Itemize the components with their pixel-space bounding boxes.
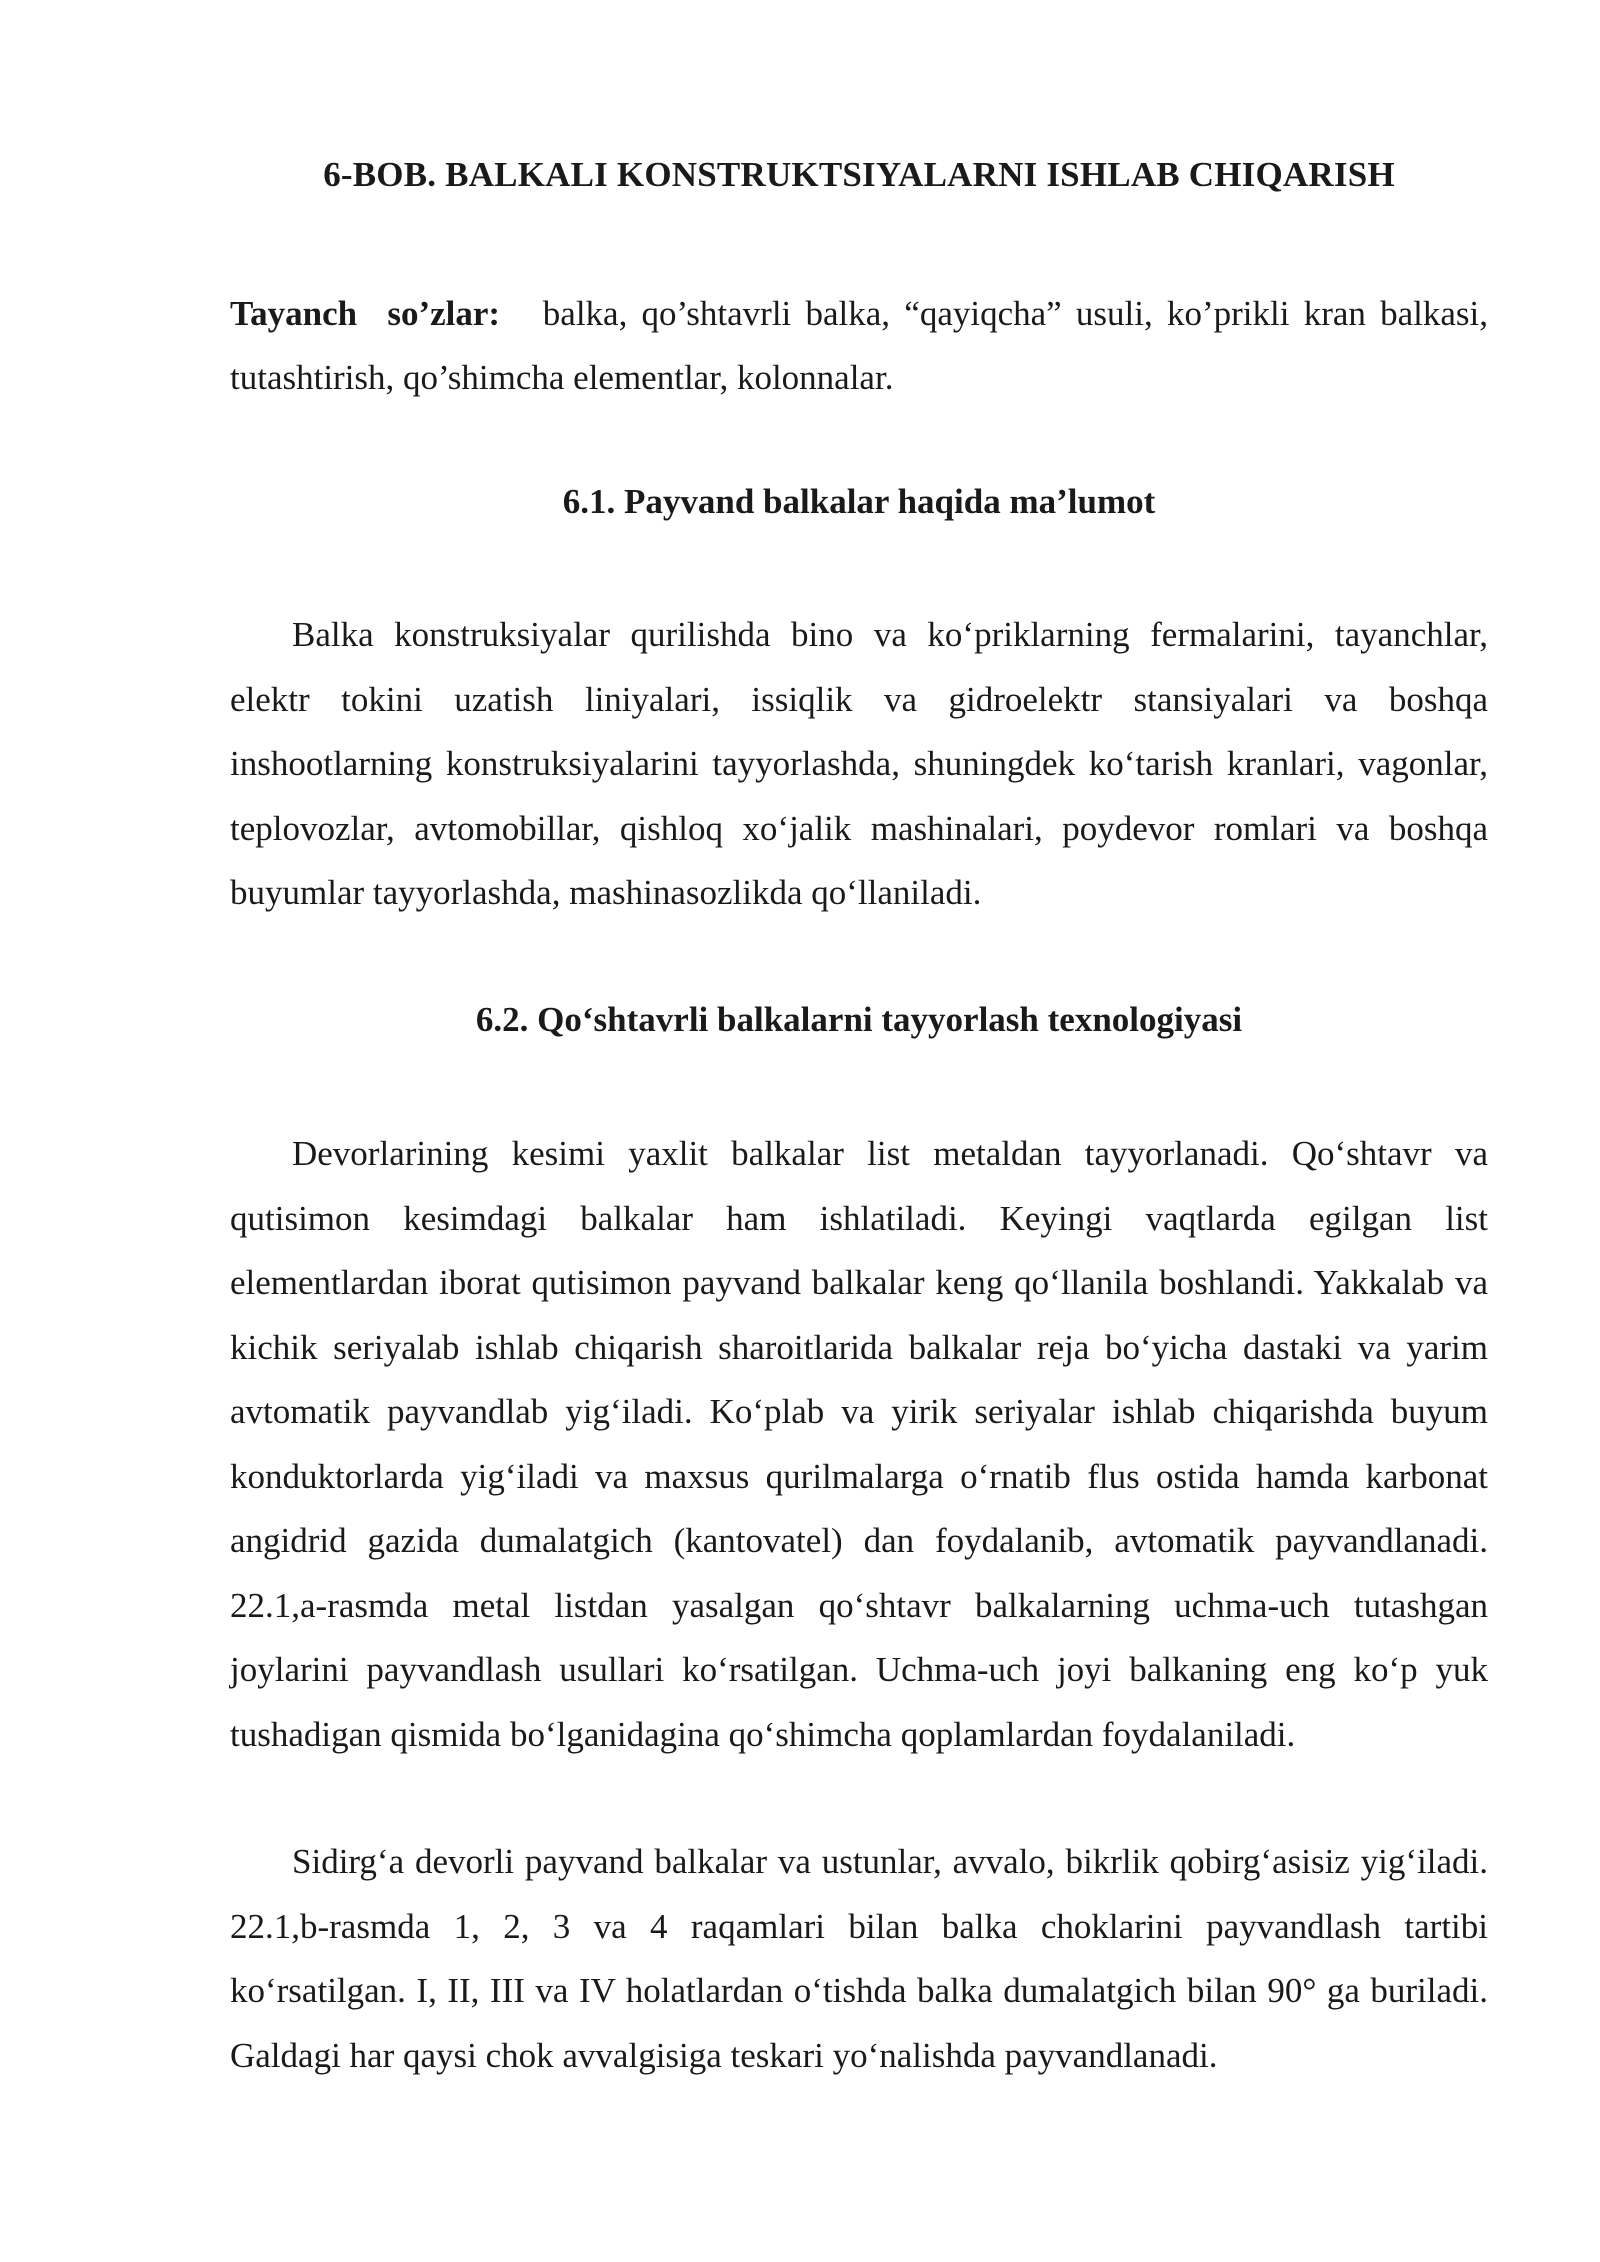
keywords-label: Tayanch so’zlar: [230, 294, 501, 333]
section-title-6-2: 6.2. Qo‘shtavrli balkalarni tayyorlash texnologiyasi [475, 1000, 1243, 1039]
section-6-1-paragraph: Balka konstruksiyalar qurilishda bino va ko‘priklarning fermalarini, tayanchlar, elektr tokini uzatish liniyalari, issiqlik va gidroelektr stansiyalari va boshqa inshootlarning konstruksiyalarini tayyorlashda, shuningdek ko‘tarish kranlari, vagonlar, teplovozlar, avtomobillar, qishloq xo‘jalik mashinalari, poydevor romlari va boshqa buyumlar tayyorlashda, mashinasozlikda qo‘llaniladi. [230, 615, 1488, 912]
keywords-text: balka, qo’shtavrli balka, “qayiqcha” usuli, ko’prikli kran balkasi, tutashtirish, qo’shimcha elementlar, kolonnalar. [230, 294, 1489, 397]
chapter-title: 6-BOB. BALKALI KONSTRUKTSIYALARNI ISHLAB CHIQARISH [323, 155, 1395, 194]
keywords-paragraph [230, 282, 1488, 410]
section-title-6-1: 6.1. Payvand balkalar haqida ma’lumot [562, 482, 1156, 521]
section-6-2-paragraph-2: Sidirg‘a devorli payvand balkalar va ustunlar, avvalo, bikrlik qobirg‘asisiz yig‘iladi. 22.1,b-rasmda 1, 2, 3 va 4 raqamlari bilan balka choklarini payvandlash tartibi ko‘rsatilgan. I, II, III va IV holatlardan o‘tishda balka dumalatgich bilan 90° ga buriladi. Galdagi har qaysi chok avvalgisiga teskari yo‘nalishda payvandlanadi. [230, 1842, 1488, 2075]
section-6-2-paragraph-1: Devorlarining kesimi yaxlit balkalar list metaldan tayyorlanadi. Qo‘shtavr va qutisimon kesimdagi balkalar ham ishlatiladi. Keyingi vaqtlarda egilgan list elementlardan iborat qutisimon payvand balkalar keng qo‘llanila boshlandi. Yakkalab va kichik seriyalab ishlab chiqarish sharoitlarida balkalar reja bo‘yicha dastaki va yarim avtomatik payvandlab yig‘iladi. Ko‘plab va yirik seriyalar ishlab chiqarishda buyum konduktorlarda yig‘iladi va maxsus qurilmalarga o‘rnatib flus ostida hamda karbonat angidrid gazida dumalatgich (kantovatel) dan foydalanib, avtomatik payvandlanadi. 22.1,a-rasmda metal listdan yasalgan qo‘shtavr balkalarning uchma-uch tutashgan joylarini payvandlash usullari ko‘rsatilgan. Uchma-uch joyi balkaning eng ko‘p yuk tushadigan qismida bo‘lganidagina qo‘shimcha qoplamlardan foydalaniladi. [230, 1134, 1488, 1754]
